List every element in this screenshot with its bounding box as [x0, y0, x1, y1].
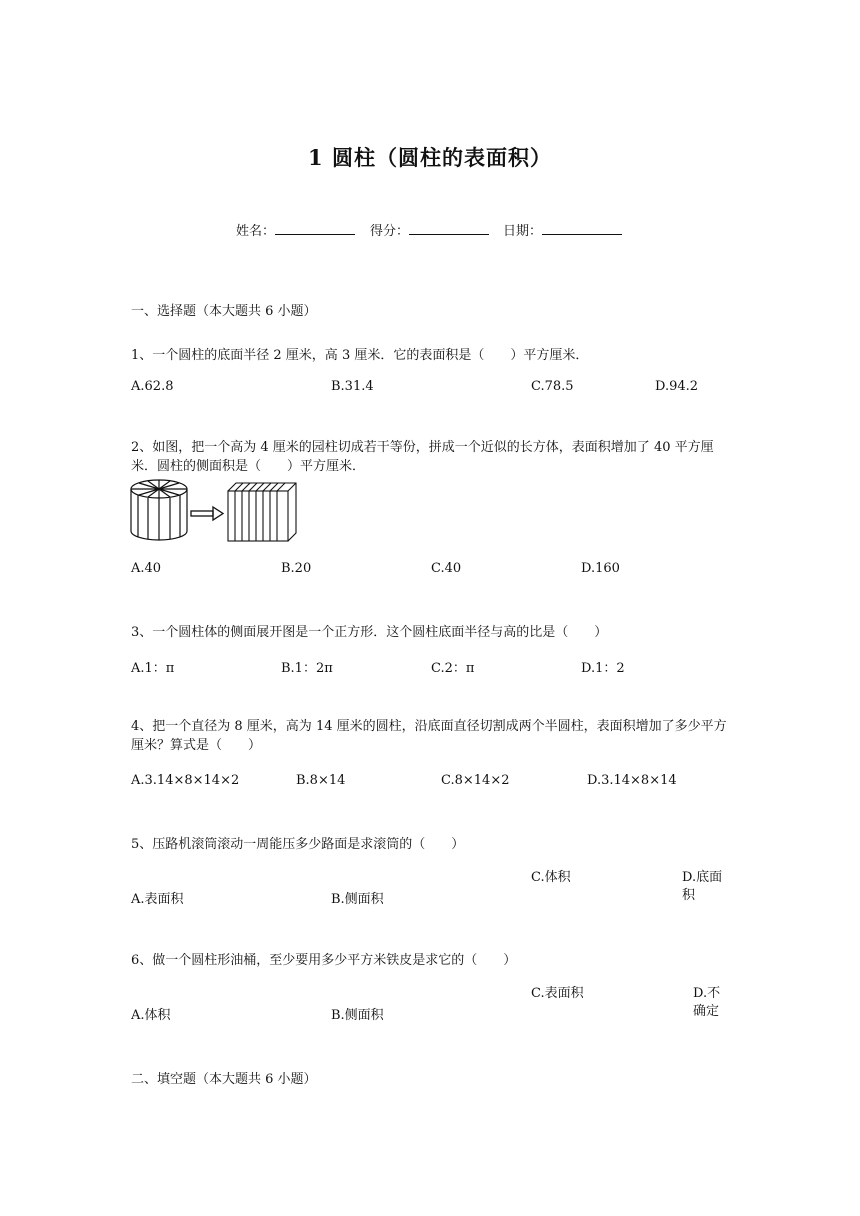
cuboid-illustration	[228, 483, 296, 541]
q1-option-b: B.31.4	[331, 379, 374, 394]
q4-option-d: D.3.14×8×14	[587, 773, 677, 788]
q4-option-c: C.8×14×2	[441, 773, 510, 788]
q5-option-a: A.表面积	[131, 892, 184, 907]
q2-option-d: D.160	[581, 561, 620, 576]
q3-option-b: B.1：2π	[281, 661, 333, 676]
q3-option-a: A.1：π	[131, 661, 175, 676]
date-label: 日期：	[503, 224, 543, 239]
name-field	[236, 220, 355, 239]
date-field	[503, 220, 622, 239]
q1-option-a: A.62.8	[131, 379, 174, 394]
q6-option-a: A.体积	[131, 1008, 171, 1023]
q2-option-a: A.40	[131, 561, 162, 576]
score-label: 得分：	[370, 224, 410, 239]
question-5: 5、压路机滚筒滚动一周能压多少路面是求滚筒的（ ）	[131, 837, 465, 852]
question-1: 1、一个圆柱的底面半径 2 厘米，高 3 厘米．它的表面积是（ ）平方厘米．	[131, 348, 589, 363]
q5-option-c: C.体积	[531, 870, 571, 885]
q5-option-b: B.侧面积	[331, 892, 384, 907]
q6-option-c: C.表面积	[531, 986, 584, 1001]
q1-option-c: C.78.5	[531, 379, 574, 394]
arrow-right-icon	[191, 507, 223, 520]
q2-option-c: C.40	[431, 561, 462, 576]
q1-option-d: D.94.2	[655, 379, 699, 394]
q2-option-b: B.20	[281, 561, 312, 576]
q4-option-b: B.8×14	[296, 773, 346, 788]
question-4: 4、把一个直径为 8 厘米，高为 14 厘米的圆柱，沿底面直径切割成两个半圆柱，表面积增加了多少平方厘米？算式是（ ）	[131, 719, 727, 753]
question-2: 2、如图，把一个高为 4 厘米的园柱切成若干等份，拼成一个近似的长方体，表面积增加了 40 平方厘米．圆柱的侧面积是（ ）平方厘米．	[131, 440, 714, 474]
section-heading-choice: 一、选择题（本大题共 6 小题）	[131, 304, 317, 319]
q4-option-a: A.3.14×8×14×2	[131, 773, 240, 788]
question-6: 6、做一个圆柱形油桶，至少要用多少平方米铁皮是求它的（ ）	[131, 953, 517, 968]
q3-option-c: C.2：π	[431, 661, 475, 676]
date-blank[interactable]	[542, 222, 622, 235]
q3-option-d: D.1：2	[581, 661, 625, 676]
q6-option-b: B.侧面积	[331, 1008, 384, 1023]
q6-option-d: D.不确定	[693, 986, 721, 1019]
page-title: 1 圆柱（圆柱的表面积）	[308, 145, 552, 170]
cylinder-to-cuboid-figure	[128, 475, 300, 543]
section-heading-fill-blank: 二、填空题（本大题共 6 小题）	[131, 1072, 317, 1087]
name-label: 姓名：	[236, 224, 276, 239]
cylinder-illustration	[131, 480, 187, 540]
name-blank[interactable]	[275, 222, 355, 235]
q5-option-d: D.底面积	[682, 870, 723, 903]
score-blank[interactable]	[409, 222, 489, 235]
score-field	[370, 220, 489, 239]
question-3: 3、一个圆柱体的侧面展开图是一个正方形．这个圆柱底面半径与高的比是（ ）	[131, 625, 608, 640]
